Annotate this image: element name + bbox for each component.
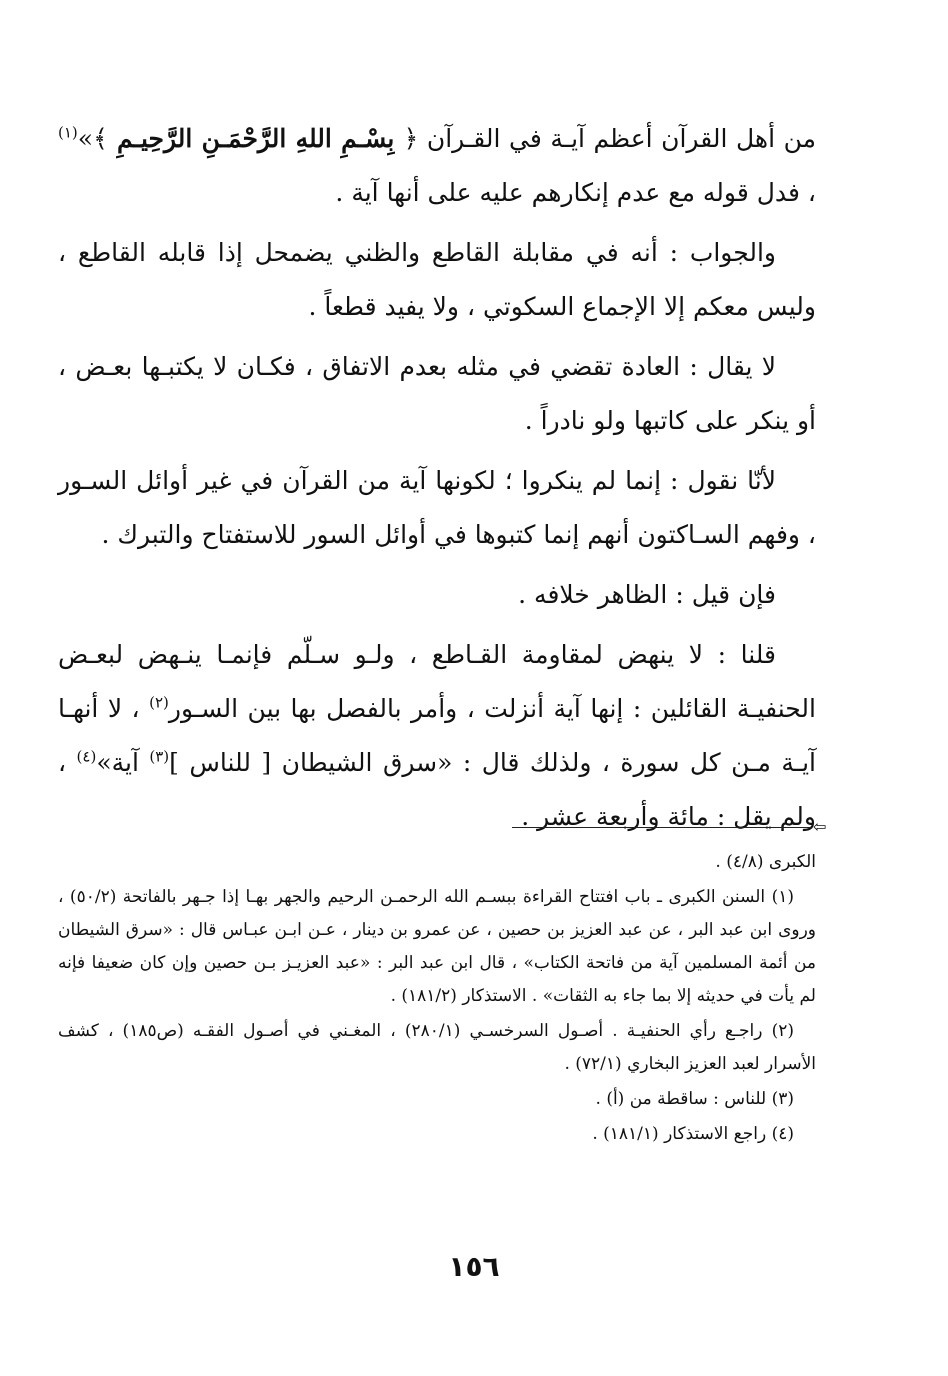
paragraph-2: والجواب : أنه في مقابلة القاطع والظني يضمحل إذا قابله القاطع ، وليس معكم إلا الإجماع السكوتي ، ولا يفيد قطعاً .: [58, 238, 816, 321]
paragraph-6-part-2: ، لا أنهـا آيـة مـن كل سورة ، ولذلك قال : «سرق الشيطان [ للناس ]: [58, 694, 816, 777]
main-text: [58, 112, 816, 850]
footnote-4: (٤) راجع الاستذكار (١٨١/١) .: [592, 1124, 794, 1144]
arrow-left-icon: ⇦: [813, 817, 827, 836]
footnote-1: (١) السنن الكبرى ـ باب افتتاح القراءة ببسـم الله الرحمـن الرحيم والجهر بهـا إذا جـهر بالفاتحة (٥٠/٢) ، وروى ابن عبد البر ، عن عبد العزيز بن حصين ، عن عمرو بن دينار ، عـن ابـن عبـاس قال : «سرق الشيطان من أئمة المسلمين آية من فاتحة الكتاب» ، قال ابن عبد البر : «عبد العزيـز بـن حصين وإن كان ضعيفا فإنه لم يأت في حديثه إلا بما جاء به الثقات» . الاستذكار (١٨١/٢) .: [58, 887, 816, 1006]
paragraph-4: لأنّا نقول : إنما لم ينكروا ؛ لكونها آية من القرآن في غير أوائل السـور ، وفهم السـاكتون أنهم إنما كتبوها في أوائل السور للاستفتاح والتبرك .: [58, 466, 816, 549]
footnote-separator: [0, 818, 948, 838]
footnote-carryover: الكبرى (٤/٨) .: [715, 852, 816, 872]
footnote-ref-2[interactable]: (٢): [149, 693, 169, 712]
basmala-quote: بِسْـمِ اللهِ الرَّحْمَـنِ الرَّحِيـمِ: [107, 124, 404, 153]
page-number: ١٥٦: [448, 1250, 500, 1283]
footnote-ref-4[interactable]: (٤): [76, 747, 97, 766]
separator-line: [512, 827, 812, 828]
paragraph-1-tail: ، فدل قوله مع عدم إنكارهم عليه على أنها آية .: [335, 178, 816, 207]
paragraph-1: [58, 112, 816, 220]
paragraph-1-text: من أهل القرآن أعظم آيـة في القـرآن ﴿: [403, 124, 816, 153]
paragraph-3: لا يقال : العادة تقضي في مثله بعدم الاتفاق ، فكـان لا يكتبـها بعـض ، أو ينكر على كاتبها ولو نادراً .: [58, 352, 816, 435]
footnote-ref-1[interactable]: (١): [58, 123, 78, 142]
paragraph-6-part-4: ، ولم يقل : مائة وأربعة عشر .: [58, 748, 816, 831]
footnote-3: (٣) للناس : ساقطة من (أ) .: [595, 1089, 794, 1109]
paragraph-5: فإن قيل : الظاهر خلافه .: [518, 580, 776, 609]
paragraph-6-part-3: آية»: [96, 748, 150, 777]
footnote-ref-3[interactable]: (٣): [149, 747, 170, 766]
paragraph-6-part-1: قلنا : لا ينهض لمقاومة القـاطع ، ولـو سـلّم فإنمـا ينـهض لبعـض الحنفيـة القائلين : إنها آية أنزلت ، وأمر بالفصل بها بين السـور: [58, 640, 816, 723]
footnote-2: (٢) راجـع رأي الحنفيـة . أصـول السرخسـي (٢٨٠/١) ، المغـني في أصـول الفقـه (ص١٨٥) ، كشف الأسرار لعبد العزيز البخاري (٧٢/١) .: [58, 1021, 816, 1074]
quote-close: ﴾»: [77, 124, 108, 153]
footnotes: [58, 846, 816, 1153]
paragraph-6: [58, 628, 816, 844]
